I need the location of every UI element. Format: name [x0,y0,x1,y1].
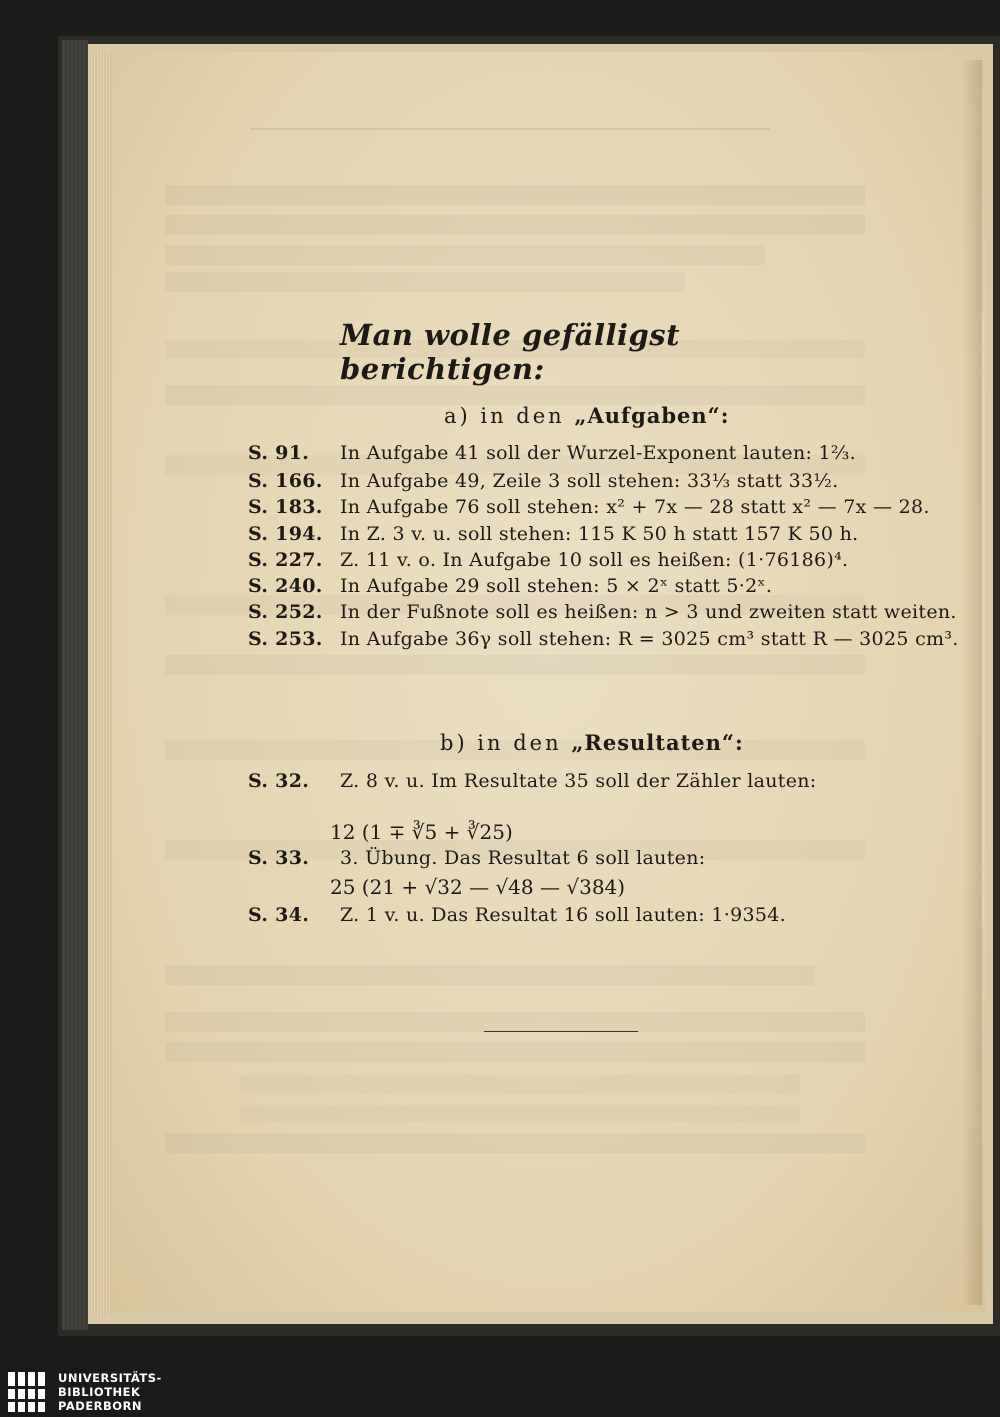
correction-text: 3. Übung. Das Resultat 6 soll lauten: [340,847,706,869]
correction-row [248,549,848,571]
correction-row [248,628,959,650]
section-b-name: „Resultaten“: [571,730,744,755]
page-reference: S. 194. [248,523,323,545]
formula: 25 (21 + √32 — √48 — √384) [330,875,626,899]
section-b-title [440,730,744,755]
page-reference: S. 253. [248,628,323,650]
library-logo [6,1370,206,1416]
correction-text: In Aufgabe 49, Zeile 3 soll stehen: 33⅓ statt 33½. [340,470,839,492]
library-logo-line: PADERBORN [58,1399,143,1413]
page-reference: S. 240. [248,575,323,597]
library-logo-line: UNIVERSITÄTS- [58,1371,162,1385]
correction-row [248,904,786,926]
page-reference: S. 227. [248,549,323,571]
section-a-name: „Aufgaben“: [574,403,730,428]
correction-row [248,770,817,792]
correction-text: In Z. 3 v. u. soll stehen: 115 K 50 h statt 157 K 50 h. [340,523,859,545]
library-logo-icon [6,1370,48,1414]
page-reference: S. 183. [248,496,323,518]
correction-text: Z. 11 v. o. In Aufgabe 10 soll es heißen: (1·76186)⁴. [340,549,849,571]
correction-text: Z. 1 v. u. Das Resultat 16 soll lauten: 1·9354. [340,904,786,926]
section-b-prefix: b) in den [440,731,562,755]
correction-row [248,601,957,623]
closing-rule [484,1031,638,1032]
correction-text: In Aufgabe 36γ soll stehen: R = 3025 cm³ statt R — 3025 cm³. [340,628,959,650]
correction-text: In Aufgabe 29 soll stehen: 5 × 2ˣ statt 5·2ˣ. [340,575,773,597]
page-reference: S. 34. [248,904,310,926]
correction-row [248,470,838,492]
page-reference: S. 166. [248,470,323,492]
correction-text: In Aufgabe 41 soll der Wurzel-Exponent lauten: 1⅔. [340,442,856,464]
page-reference: S. 33. [248,847,310,869]
library-logo-line: BIBLIOTHEK [58,1385,141,1399]
page-reference: S. 91. [248,442,310,464]
formula: 12 (1 ∓ ∛5 + ∛25) [330,820,513,844]
page-reference: S. 32. [248,770,310,792]
correction-row [248,847,705,869]
section-a-title [444,403,730,428]
correction-row [248,442,856,464]
correction-row [248,496,930,518]
correction-text: In Aufgabe 76 soll stehen: x² + 7x — 28 statt x² — 7x — 28. [340,496,930,518]
page-heading: Man wolle gefälligst berichtigen: [340,318,681,386]
correction-text: Z. 8 v. u. Im Resultate 35 soll der Zähler lauten: [340,770,817,792]
correction-row [248,575,772,597]
correction-row [248,523,859,545]
correction-text: In der Fußnote soll es heißen: n > 3 und zweiten statt weiten. [340,601,957,623]
library-logo-text [58,1371,162,1413]
page-reference: S. 252. [248,601,323,623]
section-a-prefix: a) in den [444,404,565,428]
